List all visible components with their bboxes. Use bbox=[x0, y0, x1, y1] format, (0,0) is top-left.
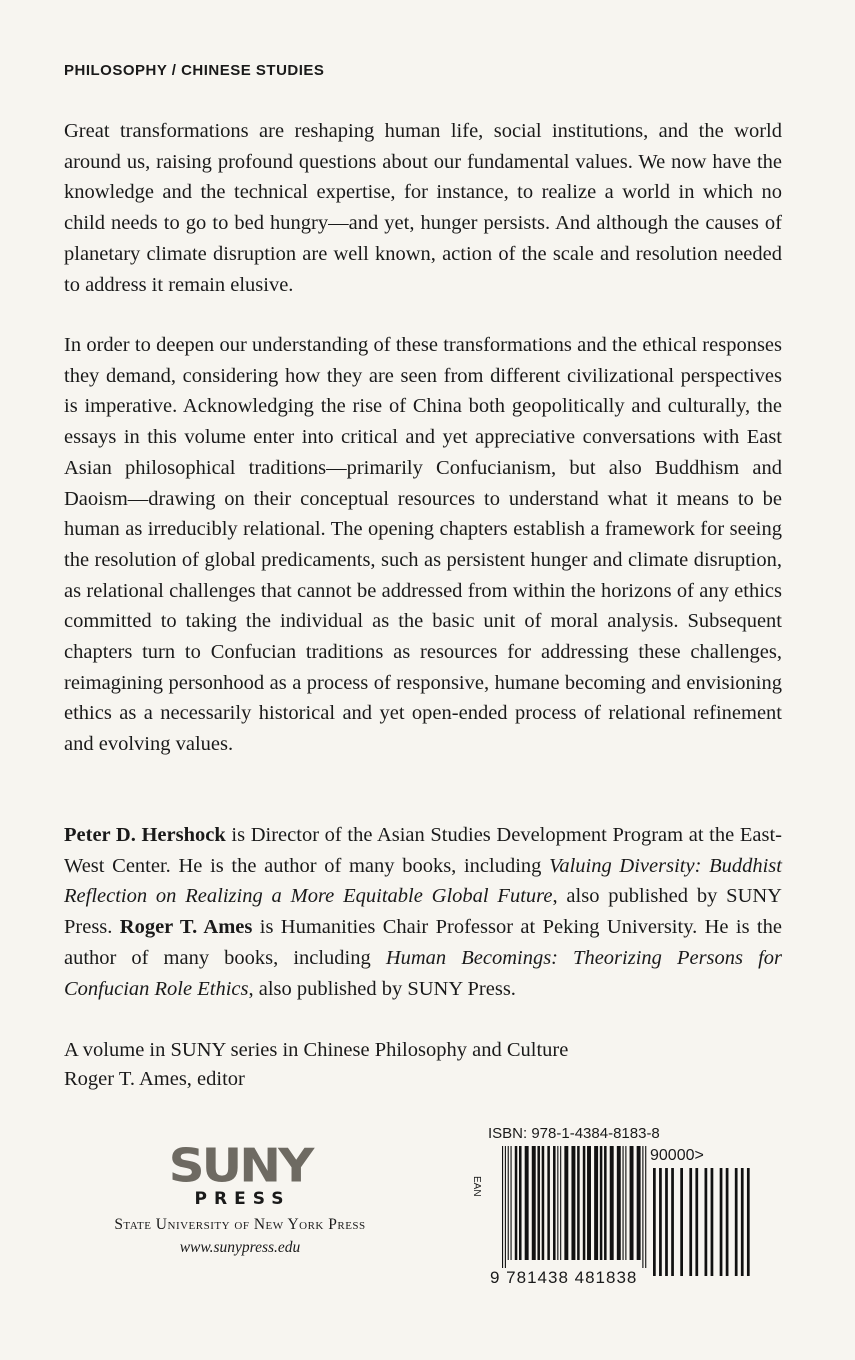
barcode-bar bbox=[659, 1168, 662, 1276]
barcode-bar bbox=[508, 1146, 509, 1260]
barcode-bar bbox=[665, 1168, 668, 1276]
barcode-bar bbox=[560, 1146, 561, 1260]
author2-book-title: Human Becomings: Theorizing Persons for Confucian Role Ethics bbox=[64, 946, 782, 1000]
barcode-bar bbox=[553, 1146, 556, 1260]
series-line: A volume in SUNY series in Chinese Philosophy and Culture bbox=[64, 1039, 569, 1061]
addon-number: 90000> bbox=[650, 1147, 704, 1164]
barcode-bar bbox=[511, 1146, 512, 1260]
description-paragraph-2: In order to deepen our understanding of these transformations and the ethical responses they demand, considering how they are seen from different civilizational perspectives is imperative. Acknowledging the rise of China both geopolitically and culturally, the essays in this volume enter into critical and yet appreciative conversations with East Asian philosophical traditions—primarily Confucianism, but also Buddhism and Daoism—drawing on their conceptual resources to understand what it means to be human as irreducibly relational. The opening chapters establish a framework for seeing the resolution of global predicaments, such as persistent hunger and climate disruption, as relational challenges that cannot be addressed from within the horizons of any ethics committed to taking the individual as the basic unit of moral analysis. Subsequent chapters turn to Confucian traditions as resources for addressing these challenges, reimagining personhood as a process of responsive, humane becoming and envisioning ethics as a necessarily historical and yet open-ended process of relational refinement and evolving values. bbox=[64, 334, 782, 756]
description-paragraph-1: Great transformations are reshaping human life, social institutions, and the world around us, raising profound questions about our fundamental values. We now have the knowledge and the technical expertise, for instance, to realize a world in which no child needs to go to bed hungry—and yet, hunger persists. And although the causes of planetary climate disruption are well known, action of the scale and resolution needed to address it remain elusive. bbox=[64, 120, 782, 296]
barcode-bar bbox=[726, 1168, 729, 1276]
barcode-bar bbox=[519, 1146, 522, 1260]
barcode-bar bbox=[537, 1146, 540, 1260]
barcode-bar bbox=[705, 1168, 708, 1276]
barcode-bar bbox=[594, 1146, 598, 1260]
publisher-block bbox=[90, 1139, 390, 1257]
barcode-bar bbox=[625, 1146, 626, 1260]
author2-name: Roger T. Ames bbox=[119, 916, 253, 939]
barcode-bar bbox=[642, 1146, 643, 1268]
barcode-bar bbox=[547, 1146, 550, 1260]
category-label: PHILOSOPHY / CHINESE STUDIES bbox=[64, 62, 325, 79]
author2-text-b: , also published by SUNY Press. bbox=[248, 977, 516, 1000]
press-logo-wordmark: PRESS bbox=[194, 1189, 291, 1209]
barcode-bar bbox=[600, 1146, 603, 1260]
barcode-bar bbox=[604, 1146, 607, 1260]
barcode-bar bbox=[617, 1146, 621, 1260]
author-bio bbox=[64, 820, 782, 1004]
author1-book-title: Valuing Diversity: Buddhist Reflection on Realizing a More Equitable Global Future bbox=[64, 854, 782, 908]
barcode-bar bbox=[720, 1168, 723, 1276]
barcode-bar bbox=[564, 1146, 568, 1260]
barcode-bar bbox=[680, 1168, 683, 1276]
barcode-bar bbox=[671, 1168, 674, 1276]
author1-text-b: , also published by SUNY Press. bbox=[64, 885, 782, 939]
barcode-bar bbox=[622, 1146, 623, 1260]
barcode-bar bbox=[689, 1168, 692, 1276]
ean-barcode bbox=[502, 1146, 648, 1268]
barcode-bar bbox=[515, 1146, 518, 1260]
barcode-bar bbox=[502, 1146, 503, 1268]
barcode-bar bbox=[505, 1146, 506, 1268]
addon-barcode bbox=[653, 1168, 753, 1284]
barcode-bar bbox=[630, 1146, 634, 1260]
author2-text-a: is Humanities Chair Professor at Peking University. He is the author of many books, including bbox=[64, 916, 782, 969]
publisher-name: State University of New York Press bbox=[114, 1216, 366, 1233]
barcode-bar bbox=[532, 1146, 536, 1260]
barcode-bar bbox=[637, 1146, 641, 1260]
barcode-bar bbox=[583, 1146, 586, 1260]
barcode-bar bbox=[735, 1168, 738, 1276]
suny-logo-wordmark: SUNY bbox=[168, 1139, 312, 1193]
barcode-bar bbox=[577, 1146, 580, 1260]
barcode-bar bbox=[571, 1146, 575, 1260]
barcode-bar bbox=[610, 1146, 614, 1260]
barcode-bar bbox=[747, 1168, 750, 1276]
barcode-bar bbox=[557, 1146, 558, 1260]
author1-name: Peter D. Hershock bbox=[64, 824, 226, 846]
barcode-block bbox=[471, 1110, 778, 1300]
barcode-bar bbox=[645, 1146, 646, 1268]
ean-number: 9 781438 481838 bbox=[490, 1268, 638, 1287]
barcode-bar bbox=[695, 1168, 698, 1276]
barcode-bar bbox=[542, 1146, 545, 1260]
ean-label: EAN bbox=[471, 1176, 482, 1197]
publisher-url: www.sunypress.edu bbox=[179, 1239, 301, 1256]
series-info bbox=[64, 1036, 664, 1094]
barcode-bar bbox=[741, 1168, 744, 1276]
series-editor: Roger T. Ames, editor bbox=[64, 1068, 245, 1090]
barcode-bar bbox=[525, 1146, 529, 1260]
barcode-bar bbox=[587, 1146, 591, 1260]
author1-text-a: is Director of the Asian Studies Development Program at the East-West Center. He is the author of many books, including bbox=[64, 824, 782, 877]
barcode-bar bbox=[653, 1168, 656, 1276]
barcode-bar bbox=[711, 1168, 714, 1276]
isbn-text: ISBN: 978-1-4384-8183-8 bbox=[488, 1125, 660, 1142]
